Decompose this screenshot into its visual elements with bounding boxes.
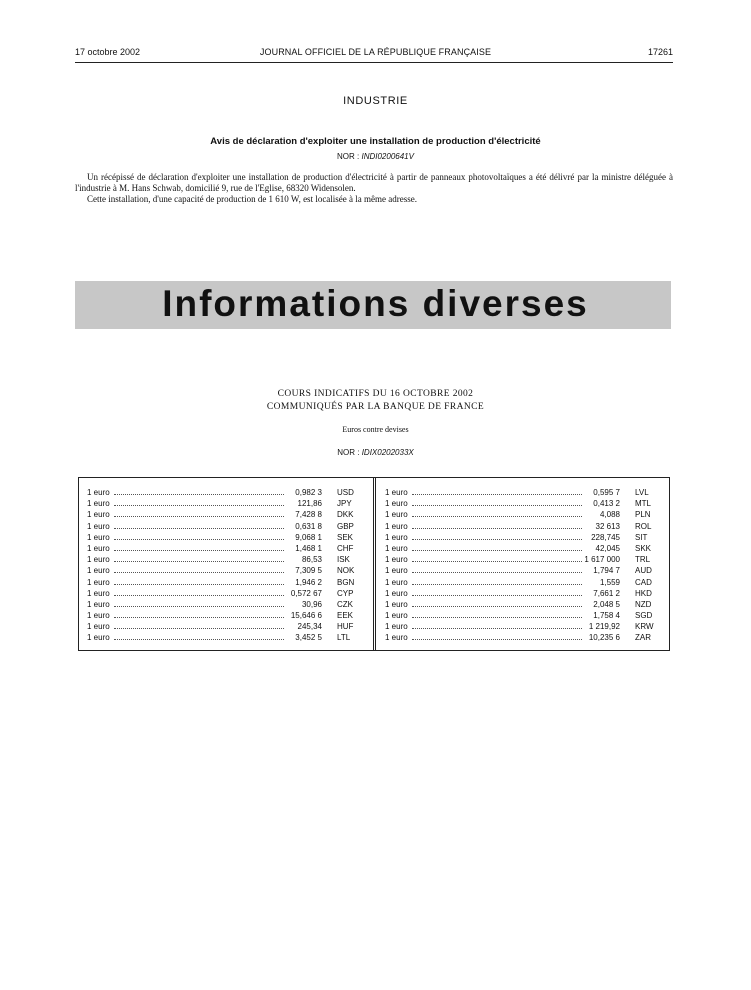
rate-value: 9,068 1 <box>295 532 322 542</box>
currency-code: JPY <box>337 499 352 509</box>
journal-title: JOURNAL OFFICIEL DE LA RÉPUBLIQUE FRANÇAISE <box>259 47 492 57</box>
currency-code: NOK <box>337 566 355 576</box>
rate-unit: 1 euro <box>385 577 408 587</box>
dot-leader <box>412 550 582 551</box>
currency-code: BGN <box>337 577 355 587</box>
rate-value: 1,946 2 <box>295 577 322 587</box>
dot-leader <box>412 595 582 596</box>
rate-value: 1,468 1 <box>295 543 322 553</box>
table-row <box>385 532 661 543</box>
rate-value: 0,572 67 <box>290 588 322 598</box>
rates-column-left <box>87 487 363 644</box>
dot-leader <box>412 606 582 607</box>
rate-unit: 1 euro <box>385 543 408 553</box>
dot-leader <box>114 539 284 540</box>
dot-leader <box>412 639 582 640</box>
currency-code: SEK <box>337 532 354 542</box>
currency-code: CHF <box>337 543 354 553</box>
rates-nor-label: NOR : <box>337 448 360 457</box>
rate-unit: 1 euro <box>87 521 110 531</box>
table-row <box>385 543 661 554</box>
table-row <box>87 599 363 610</box>
rate-value: 1 219,92 <box>588 622 620 632</box>
table-row <box>87 588 363 599</box>
table-row <box>87 487 363 498</box>
table-row <box>385 610 661 621</box>
dot-leader <box>114 572 284 573</box>
table-row <box>385 509 661 520</box>
table-row <box>385 487 661 498</box>
rate-unit: 1 euro <box>385 566 408 576</box>
dot-leader <box>114 561 284 562</box>
rate-value: 4,088 <box>599 510 620 520</box>
rate-unit: 1 euro <box>87 633 110 643</box>
rate-unit: 1 euro <box>87 588 110 598</box>
table-row <box>87 565 363 576</box>
rates-column-right <box>385 487 661 644</box>
table-row <box>385 632 661 643</box>
table-row <box>87 577 363 588</box>
rate-value: 245,34 <box>297 622 322 632</box>
table-row <box>87 521 363 532</box>
dot-leader <box>412 505 582 506</box>
rate-unit: 1 euro <box>385 622 408 632</box>
currency-code: ZAR <box>635 633 651 643</box>
currency-code: LTL <box>337 633 351 643</box>
rate-value: 0,595 7 <box>593 488 620 497</box>
table-row <box>385 521 661 532</box>
notice-paragraph: Un récépissé de déclaration d'exploiter une installation de production d'électricité à partir de panneaux photovoltaïques a été délivré par la ministre déléguée à l'industrie à M. Hans Schwab, domicilié 9, rue de l'Eglise, 68320 Widensolen. <box>75 172 673 193</box>
rate-value: 1,794 7 <box>593 566 620 576</box>
rate-value: 7,428 8 <box>295 510 322 520</box>
rate-unit: 1 euro <box>385 532 408 542</box>
dot-leader <box>114 528 284 529</box>
rates-subtitle: Euros contre devises <box>342 425 409 434</box>
rates-nor-code: IDIX0202033X <box>361 448 414 457</box>
currency-code: HKD <box>635 588 652 598</box>
dot-leader <box>114 606 284 607</box>
rate-value: 32 613 <box>595 521 620 531</box>
notice-title: Avis de déclaration d'exploiter une installation de production d'électricité <box>210 136 541 147</box>
currency-code: SIT <box>635 532 648 542</box>
currency-code: KRW <box>635 622 654 632</box>
currency-code: USD <box>337 488 354 497</box>
table-row <box>87 621 363 632</box>
rate-unit: 1 euro <box>385 510 408 520</box>
dot-leader <box>412 561 582 562</box>
currency-code: CAD <box>635 577 652 587</box>
currency-code: NZD <box>635 599 652 609</box>
table-divider <box>373 478 376 650</box>
notice-nor <box>0 152 751 161</box>
notice-paragraph: Cette installation, d'une capacité de production de 1 610 W, est localisée à la même adresse. <box>87 194 418 204</box>
rate-value: 1,758 4 <box>593 611 620 621</box>
table-row <box>385 554 661 565</box>
table-row <box>385 565 661 576</box>
dot-leader <box>412 617 582 618</box>
rate-value: 30,96 <box>301 599 322 609</box>
rate-value: 1,559 <box>599 577 620 587</box>
rate-unit: 1 euro <box>87 566 110 576</box>
table-row <box>87 509 363 520</box>
currency-code: SGD <box>635 611 653 621</box>
dot-leader <box>412 516 582 517</box>
currency-code: HUF <box>337 622 354 632</box>
currency-code: TRL <box>635 555 651 565</box>
rates-title: COURS INDICATIFS DU 16 OCTOBRE 2002 <box>277 389 474 399</box>
rate-unit: 1 euro <box>385 488 408 497</box>
dot-leader <box>114 595 284 596</box>
dot-leader <box>412 528 582 529</box>
table-row <box>385 577 661 588</box>
currency-code: DKK <box>337 510 354 520</box>
rate-value: 86,53 <box>301 555 322 565</box>
rate-unit: 1 euro <box>87 510 110 520</box>
currency-code: AUD <box>635 566 652 576</box>
rate-value: 1 617 000 <box>584 555 620 565</box>
notice-body <box>75 172 673 205</box>
rate-value: 0,413 2 <box>593 499 620 509</box>
currency-code: EEK <box>337 611 354 621</box>
currency-code: CZK <box>337 599 353 609</box>
header-rule <box>75 62 673 63</box>
rate-value: 121,86 <box>297 499 322 509</box>
currency-code: GBP <box>337 521 354 531</box>
rate-unit: 1 euro <box>385 555 408 565</box>
dot-leader <box>114 505 284 506</box>
dot-leader <box>412 539 582 540</box>
table-row <box>87 610 363 621</box>
dot-leader <box>114 494 284 495</box>
table-row <box>87 554 363 565</box>
table-row <box>87 498 363 509</box>
dot-leader <box>412 628 582 629</box>
dot-leader <box>114 617 284 618</box>
notice-nor-code: INDI0200641V <box>361 152 414 161</box>
section-title: INDUSTRIE <box>343 95 408 107</box>
rate-unit: 1 euro <box>385 499 408 509</box>
rate-unit: 1 euro <box>87 499 110 509</box>
rate-value: 10,235 6 <box>588 633 620 643</box>
page-number: 17261 <box>647 47 673 57</box>
rate-value: 7,661 2 <box>593 588 620 598</box>
rate-value: 0,982 3 <box>295 488 322 497</box>
table-row <box>385 588 661 599</box>
rate-value: 42,045 <box>595 543 620 553</box>
rate-value: 0,631 8 <box>295 521 322 531</box>
rate-value: 3,452 5 <box>295 633 322 643</box>
currency-code: LVL <box>635 488 649 497</box>
currency-code: SKK <box>635 543 652 553</box>
dot-leader <box>412 584 582 585</box>
table-row <box>87 632 363 643</box>
currency-code: ROL <box>635 521 652 531</box>
currency-code: ISK <box>337 555 350 565</box>
dot-leader <box>412 572 582 573</box>
dot-leader <box>114 550 284 551</box>
rate-unit: 1 euro <box>385 521 408 531</box>
rate-unit: 1 euro <box>87 555 110 565</box>
table-row <box>385 621 661 632</box>
rate-value: 2,048 5 <box>593 599 620 609</box>
table-row <box>385 599 661 610</box>
rate-unit: 1 euro <box>87 577 110 587</box>
table-row <box>87 532 363 543</box>
rate-unit: 1 euro <box>87 543 110 553</box>
rate-value: 7,309 5 <box>295 566 322 576</box>
notice-nor-label: NOR : <box>337 152 360 161</box>
currency-code: MTL <box>635 499 651 509</box>
banner-title: Informations diverses <box>162 283 589 324</box>
dot-leader <box>114 516 284 517</box>
dot-leader <box>412 494 582 495</box>
currency-code: PLN <box>635 510 651 520</box>
dot-leader <box>114 584 284 585</box>
rate-unit: 1 euro <box>87 611 110 621</box>
rate-value: 15,646 6 <box>290 611 322 621</box>
rate-unit: 1 euro <box>87 599 110 609</box>
rates-title: COMMUNIQUÉS PAR LA BANQUE DE FRANCE <box>266 402 485 412</box>
currency-code: CYP <box>337 588 354 598</box>
table-row <box>87 543 363 554</box>
rate-unit: 1 euro <box>385 633 408 643</box>
rate-unit: 1 euro <box>385 599 408 609</box>
rates-nor <box>0 448 751 457</box>
rate-unit: 1 euro <box>87 532 110 542</box>
dot-leader <box>114 639 284 640</box>
header-date: 17 octobre 2002 <box>75 47 141 57</box>
dot-leader <box>114 628 284 629</box>
rate-unit: 1 euro <box>87 488 110 497</box>
rate-unit: 1 euro <box>385 588 408 598</box>
rate-unit: 1 euro <box>87 622 110 632</box>
table-row <box>385 498 661 509</box>
rate-value: 228,745 <box>591 532 620 542</box>
rate-unit: 1 euro <box>385 611 408 621</box>
